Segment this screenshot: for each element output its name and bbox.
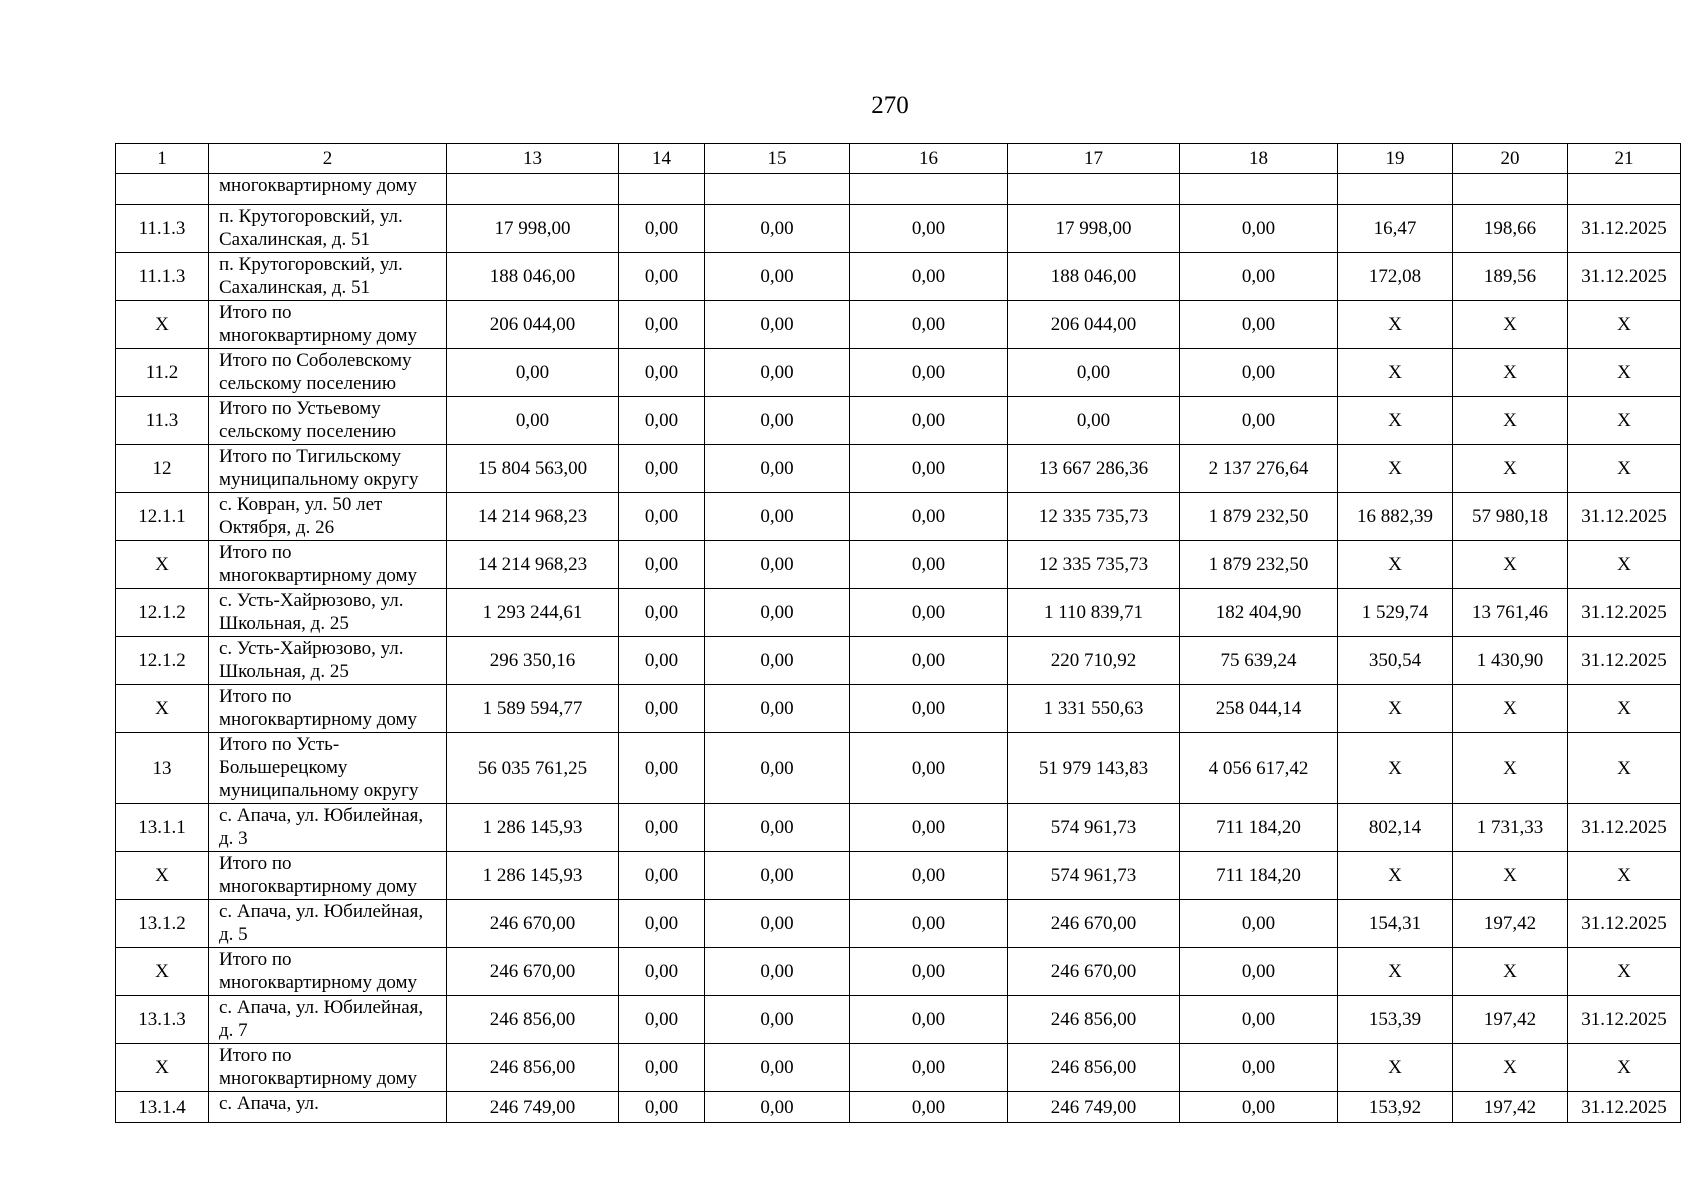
value-cell: 4 056 617,42 xyxy=(1180,733,1338,804)
table-body xyxy=(116,174,1681,1123)
date-cell: 31.12.2025 xyxy=(1568,589,1681,637)
table-row xyxy=(116,733,1681,804)
value-cell: 1 110 839,71 xyxy=(1008,589,1180,637)
value-cell: 0,00 xyxy=(850,685,1008,733)
value-cell: 0,00 xyxy=(705,253,850,301)
address-cell: с. Апача, ул. xyxy=(209,1092,447,1123)
value-cell: X xyxy=(1338,349,1453,397)
column-header: 17 xyxy=(1008,144,1180,174)
date-cell: X xyxy=(1568,445,1681,493)
row-number-cell: X xyxy=(116,1044,209,1092)
value-cell: 13 761,46 xyxy=(1453,589,1568,637)
column-header: 14 xyxy=(619,144,705,174)
date-cell: 31.12.2025 xyxy=(1568,900,1681,948)
value-cell: 0,00 xyxy=(850,541,1008,589)
value-cell: X xyxy=(1453,349,1568,397)
table-row xyxy=(116,541,1681,589)
value-cell: 0,00 xyxy=(619,948,705,996)
value-cell: X xyxy=(1338,301,1453,349)
value-cell: 0,00 xyxy=(1180,1092,1338,1123)
value-cell: 172,08 xyxy=(1338,253,1453,301)
value-cell: 16,47 xyxy=(1338,205,1453,253)
value-cell: 0,00 xyxy=(850,493,1008,541)
table-row xyxy=(116,637,1681,685)
value-cell: 0,00 xyxy=(619,397,705,445)
value-cell: 0,00 xyxy=(1180,301,1338,349)
value-cell: 17 998,00 xyxy=(1008,205,1180,253)
row-number-cell: 12.1.1 xyxy=(116,493,209,541)
value-cell: 0,00 xyxy=(850,1044,1008,1092)
date-cell: 31.12.2025 xyxy=(1568,493,1681,541)
value-cell: 0,00 xyxy=(705,541,850,589)
column-header: 21 xyxy=(1568,144,1681,174)
table-row xyxy=(116,174,1681,205)
value-cell: 0,00 xyxy=(619,301,705,349)
value-cell: 1 430,90 xyxy=(1453,637,1568,685)
value-cell xyxy=(1008,174,1180,205)
value-cell: 1 286 145,93 xyxy=(447,804,619,852)
value-cell: 1 529,74 xyxy=(1338,589,1453,637)
value-cell: X xyxy=(1453,301,1568,349)
address-cell: Итого по многоквартирному дому xyxy=(209,852,447,900)
value-cell: 220 710,92 xyxy=(1008,637,1180,685)
address-cell: с. Апача, ул. Юбилейная, д. 3 xyxy=(209,804,447,852)
address-cell: Итого по многоквартирному дому xyxy=(209,685,447,733)
value-cell: 0,00 xyxy=(850,948,1008,996)
value-cell: 0,00 xyxy=(619,733,705,804)
value-cell: 0,00 xyxy=(619,804,705,852)
date-cell: 31.12.2025 xyxy=(1568,253,1681,301)
row-number-cell: 13.1.1 xyxy=(116,804,209,852)
address-cell: с. Усть-Хайрюзово, ул. Школьная, д. 25 xyxy=(209,589,447,637)
value-cell: 154,31 xyxy=(1338,900,1453,948)
date-cell: X xyxy=(1568,1044,1681,1092)
row-number-cell: X xyxy=(116,541,209,589)
date-cell: X xyxy=(1568,541,1681,589)
value-cell: 0,00 xyxy=(619,445,705,493)
value-cell: 246 856,00 xyxy=(1008,996,1180,1044)
value-cell: 0,00 xyxy=(705,493,850,541)
value-cell: 1 286 145,93 xyxy=(447,852,619,900)
date-cell: X xyxy=(1568,948,1681,996)
value-cell: 1 589 594,77 xyxy=(447,685,619,733)
value-cell: 0,00 xyxy=(850,349,1008,397)
value-cell: 246 749,00 xyxy=(447,1092,619,1123)
address-cell: Итого по Устьевому сельскому поселению xyxy=(209,397,447,445)
table-row xyxy=(116,349,1681,397)
value-cell: 1 293 244,61 xyxy=(447,589,619,637)
value-cell: 17 998,00 xyxy=(447,205,619,253)
value-cell: 189,56 xyxy=(1453,253,1568,301)
value-cell: 15 804 563,00 xyxy=(447,445,619,493)
value-cell: 246 856,00 xyxy=(447,996,619,1044)
value-cell: 0,00 xyxy=(1180,996,1338,1044)
date-cell: 31.12.2025 xyxy=(1568,1092,1681,1123)
table-row xyxy=(116,205,1681,253)
address-cell: с. Апача, ул. Юбилейная, д. 7 xyxy=(209,996,447,1044)
table-row xyxy=(116,996,1681,1044)
value-cell: 0,00 xyxy=(850,445,1008,493)
value-cell: 711 184,20 xyxy=(1180,804,1338,852)
value-cell xyxy=(1180,174,1338,205)
value-cell: 12 335 735,73 xyxy=(1008,541,1180,589)
address-cell: с. Ковран, ул. 50 лет Октября, д. 26 xyxy=(209,493,447,541)
value-cell: 0,00 xyxy=(619,253,705,301)
date-cell: X xyxy=(1568,301,1681,349)
value-cell: X xyxy=(1338,397,1453,445)
value-cell: 246 856,00 xyxy=(447,1044,619,1092)
value-cell: X xyxy=(1453,445,1568,493)
address-cell: п. Крутогоровский, ул. Сахалинская, д. 51 xyxy=(209,253,447,301)
address-cell: с. Усть-Хайрюзово, ул. Школьная, д. 25 xyxy=(209,637,447,685)
value-cell xyxy=(1453,174,1568,205)
value-cell: 0,00 xyxy=(705,996,850,1044)
value-cell xyxy=(619,174,705,205)
value-cell: 0,00 xyxy=(705,733,850,804)
column-header: 16 xyxy=(850,144,1008,174)
value-cell: 0,00 xyxy=(850,733,1008,804)
row-number-cell: 12 xyxy=(116,445,209,493)
value-cell: 0,00 xyxy=(1180,205,1338,253)
date-cell: X xyxy=(1568,733,1681,804)
table-row xyxy=(116,804,1681,852)
value-cell: 0,00 xyxy=(850,996,1008,1044)
value-cell: 0,00 xyxy=(850,253,1008,301)
value-cell: 153,92 xyxy=(1338,1092,1453,1123)
table-row xyxy=(116,445,1681,493)
value-cell: X xyxy=(1453,397,1568,445)
value-cell: 75 639,24 xyxy=(1180,637,1338,685)
value-cell: 1 879 232,50 xyxy=(1180,541,1338,589)
value-cell: 246 670,00 xyxy=(447,948,619,996)
value-cell: 574 961,73 xyxy=(1008,852,1180,900)
value-cell: 0,00 xyxy=(619,1092,705,1123)
value-cell: 0,00 xyxy=(705,589,850,637)
column-header: 15 xyxy=(705,144,850,174)
value-cell: 246 670,00 xyxy=(447,900,619,948)
column-header: 13 xyxy=(447,144,619,174)
address-cell: Итого по многоквартирному дому xyxy=(209,301,447,349)
address-cell: с. Апача, ул. Юбилейная, д. 5 xyxy=(209,900,447,948)
row-number-cell xyxy=(116,174,209,205)
address-cell: Итого по Соболевскому сельскому поселению xyxy=(209,349,447,397)
value-cell: X xyxy=(1338,733,1453,804)
row-number-cell: 12.1.2 xyxy=(116,589,209,637)
value-cell: 206 044,00 xyxy=(447,301,619,349)
value-cell: 246 670,00 xyxy=(1008,900,1180,948)
address-cell: Итого по многоквартирному дому xyxy=(209,1044,447,1092)
value-cell: 246 856,00 xyxy=(1008,1044,1180,1092)
value-cell: 188 046,00 xyxy=(1008,253,1180,301)
value-cell: 0,00 xyxy=(705,852,850,900)
value-cell: 0,00 xyxy=(1180,349,1338,397)
value-cell: 0,00 xyxy=(705,1092,850,1123)
column-header: 18 xyxy=(1180,144,1338,174)
table-row xyxy=(116,589,1681,637)
value-cell: 0,00 xyxy=(850,804,1008,852)
value-cell: 14 214 968,23 xyxy=(447,541,619,589)
value-cell: 0,00 xyxy=(619,205,705,253)
row-number-cell: 12.1.2 xyxy=(116,637,209,685)
date-cell: X xyxy=(1568,852,1681,900)
value-cell: 0,00 xyxy=(705,1044,850,1092)
date-cell xyxy=(1568,174,1681,205)
value-cell: 296 350,16 xyxy=(447,637,619,685)
row-number-cell: 11.1.3 xyxy=(116,205,209,253)
value-cell: X xyxy=(1453,541,1568,589)
data-table xyxy=(115,143,1681,1123)
value-cell: 0,00 xyxy=(850,397,1008,445)
table-row xyxy=(116,253,1681,301)
value-cell: 0,00 xyxy=(619,685,705,733)
value-cell: X xyxy=(1338,685,1453,733)
value-cell: 0,00 xyxy=(619,541,705,589)
value-cell: 802,14 xyxy=(1338,804,1453,852)
value-cell: 1 331 550,63 xyxy=(1008,685,1180,733)
value-cell: 0,00 xyxy=(619,996,705,1044)
table-row xyxy=(116,948,1681,996)
value-cell: 0,00 xyxy=(1180,253,1338,301)
address-cell: многоквартирному дому xyxy=(209,174,447,205)
column-header: 2 xyxy=(209,144,447,174)
value-cell: 0,00 xyxy=(1180,397,1338,445)
value-cell: X xyxy=(1453,733,1568,804)
value-cell: 0,00 xyxy=(850,589,1008,637)
address-cell: Итого по многоквартирному дому xyxy=(209,541,447,589)
value-cell: 198,66 xyxy=(1453,205,1568,253)
row-number-cell: 13.1.2 xyxy=(116,900,209,948)
date-cell: 31.12.2025 xyxy=(1568,205,1681,253)
row-number-cell: 11.1.3 xyxy=(116,253,209,301)
value-cell: X xyxy=(1453,685,1568,733)
date-cell: 31.12.2025 xyxy=(1568,637,1681,685)
value-cell: 0,00 xyxy=(619,1044,705,1092)
value-cell: 0,00 xyxy=(705,804,850,852)
address-cell: Итого по многоквартирному дому xyxy=(209,948,447,996)
value-cell: 0,00 xyxy=(705,948,850,996)
row-number-cell: X xyxy=(116,301,209,349)
date-cell: X xyxy=(1568,397,1681,445)
value-cell: 0,00 xyxy=(705,445,850,493)
value-cell: 0,00 xyxy=(705,685,850,733)
value-cell: 0,00 xyxy=(1180,1044,1338,1092)
value-cell xyxy=(850,174,1008,205)
address-cell: Итого по Усть-Большерецкому муниципальному округу xyxy=(209,733,447,804)
value-cell: 182 404,90 xyxy=(1180,589,1338,637)
table-header-row xyxy=(116,144,1681,174)
page-number: 270 xyxy=(871,92,909,119)
value-cell: 258 044,14 xyxy=(1180,685,1338,733)
value-cell: 0,00 xyxy=(850,852,1008,900)
date-cell: X xyxy=(1568,685,1681,733)
value-cell: 0,00 xyxy=(850,637,1008,685)
value-cell: 0,00 xyxy=(1180,900,1338,948)
value-cell: 188 046,00 xyxy=(447,253,619,301)
column-header: 1 xyxy=(116,144,209,174)
value-cell: 197,42 xyxy=(1453,900,1568,948)
value-cell: 350,54 xyxy=(1338,637,1453,685)
table-row xyxy=(116,397,1681,445)
value-cell: 56 035 761,25 xyxy=(447,733,619,804)
value-cell: 0,00 xyxy=(619,493,705,541)
value-cell: X xyxy=(1338,948,1453,996)
value-cell: 0,00 xyxy=(850,900,1008,948)
value-cell: 246 749,00 xyxy=(1008,1092,1180,1123)
row-number-cell: 13.1.4 xyxy=(116,1092,209,1123)
value-cell: 206 044,00 xyxy=(1008,301,1180,349)
value-cell: 51 979 143,83 xyxy=(1008,733,1180,804)
value-cell: 0,00 xyxy=(619,589,705,637)
value-cell: 14 214 968,23 xyxy=(447,493,619,541)
value-cell: 0,00 xyxy=(850,205,1008,253)
value-cell: 0,00 xyxy=(705,397,850,445)
value-cell: X xyxy=(1453,852,1568,900)
value-cell: 246 670,00 xyxy=(1008,948,1180,996)
value-cell: X xyxy=(1338,541,1453,589)
table-row xyxy=(116,900,1681,948)
value-cell: 0,00 xyxy=(1180,948,1338,996)
value-cell xyxy=(447,174,619,205)
value-cell: 1 731,33 xyxy=(1453,804,1568,852)
row-number-cell: 13 xyxy=(116,733,209,804)
value-cell: 12 335 735,73 xyxy=(1008,493,1180,541)
value-cell: 0,00 xyxy=(619,637,705,685)
value-cell: 711 184,20 xyxy=(1180,852,1338,900)
address-cell: п. Крутогоровский, ул. Сахалинская, д. 51 xyxy=(209,205,447,253)
column-header: 20 xyxy=(1453,144,1568,174)
table-row xyxy=(116,1092,1681,1123)
date-cell: 31.12.2025 xyxy=(1568,804,1681,852)
value-cell: 0,00 xyxy=(1008,397,1180,445)
value-cell: 2 137 276,64 xyxy=(1180,445,1338,493)
address-cell: Итого по Тигильскому муниципальному округу xyxy=(209,445,447,493)
table-row xyxy=(116,493,1681,541)
row-number-cell: 11.3 xyxy=(116,397,209,445)
value-cell: 0,00 xyxy=(1008,349,1180,397)
row-number-cell: 11.2 xyxy=(116,349,209,397)
value-cell: 0,00 xyxy=(705,900,850,948)
value-cell: 13 667 286,36 xyxy=(1008,445,1180,493)
value-cell: 0,00 xyxy=(705,349,850,397)
value-cell: 153,39 xyxy=(1338,996,1453,1044)
date-cell: 31.12.2025 xyxy=(1568,996,1681,1044)
value-cell: X xyxy=(1338,852,1453,900)
value-cell: 0,00 xyxy=(447,349,619,397)
value-cell: 197,42 xyxy=(1453,1092,1568,1123)
value-cell xyxy=(1338,174,1453,205)
value-cell: 0,00 xyxy=(619,852,705,900)
value-cell: X xyxy=(1338,1044,1453,1092)
value-cell: 0,00 xyxy=(850,1092,1008,1123)
table-row xyxy=(116,852,1681,900)
value-cell: 0,00 xyxy=(705,301,850,349)
row-number-cell: X xyxy=(116,685,209,733)
value-cell: X xyxy=(1453,1044,1568,1092)
row-number-cell: X xyxy=(116,852,209,900)
table-row xyxy=(116,685,1681,733)
table-row xyxy=(116,301,1681,349)
value-cell: 0,00 xyxy=(705,637,850,685)
value-cell: 0,00 xyxy=(619,900,705,948)
column-header: 19 xyxy=(1338,144,1453,174)
value-cell: 197,42 xyxy=(1453,996,1568,1044)
row-number-cell: 13.1.3 xyxy=(116,996,209,1044)
value-cell: 0,00 xyxy=(705,205,850,253)
value-cell: 0,00 xyxy=(850,301,1008,349)
value-cell: 574 961,73 xyxy=(1008,804,1180,852)
value-cell: 1 879 232,50 xyxy=(1180,493,1338,541)
value-cell: X xyxy=(1338,445,1453,493)
value-cell: 57 980,18 xyxy=(1453,493,1568,541)
value-cell: 0,00 xyxy=(447,397,619,445)
value-cell: 16 882,39 xyxy=(1338,493,1453,541)
value-cell: 0,00 xyxy=(619,349,705,397)
date-cell: X xyxy=(1568,349,1681,397)
table-row xyxy=(116,1044,1681,1092)
value-cell: X xyxy=(1453,948,1568,996)
row-number-cell: X xyxy=(116,948,209,996)
value-cell xyxy=(705,174,850,205)
